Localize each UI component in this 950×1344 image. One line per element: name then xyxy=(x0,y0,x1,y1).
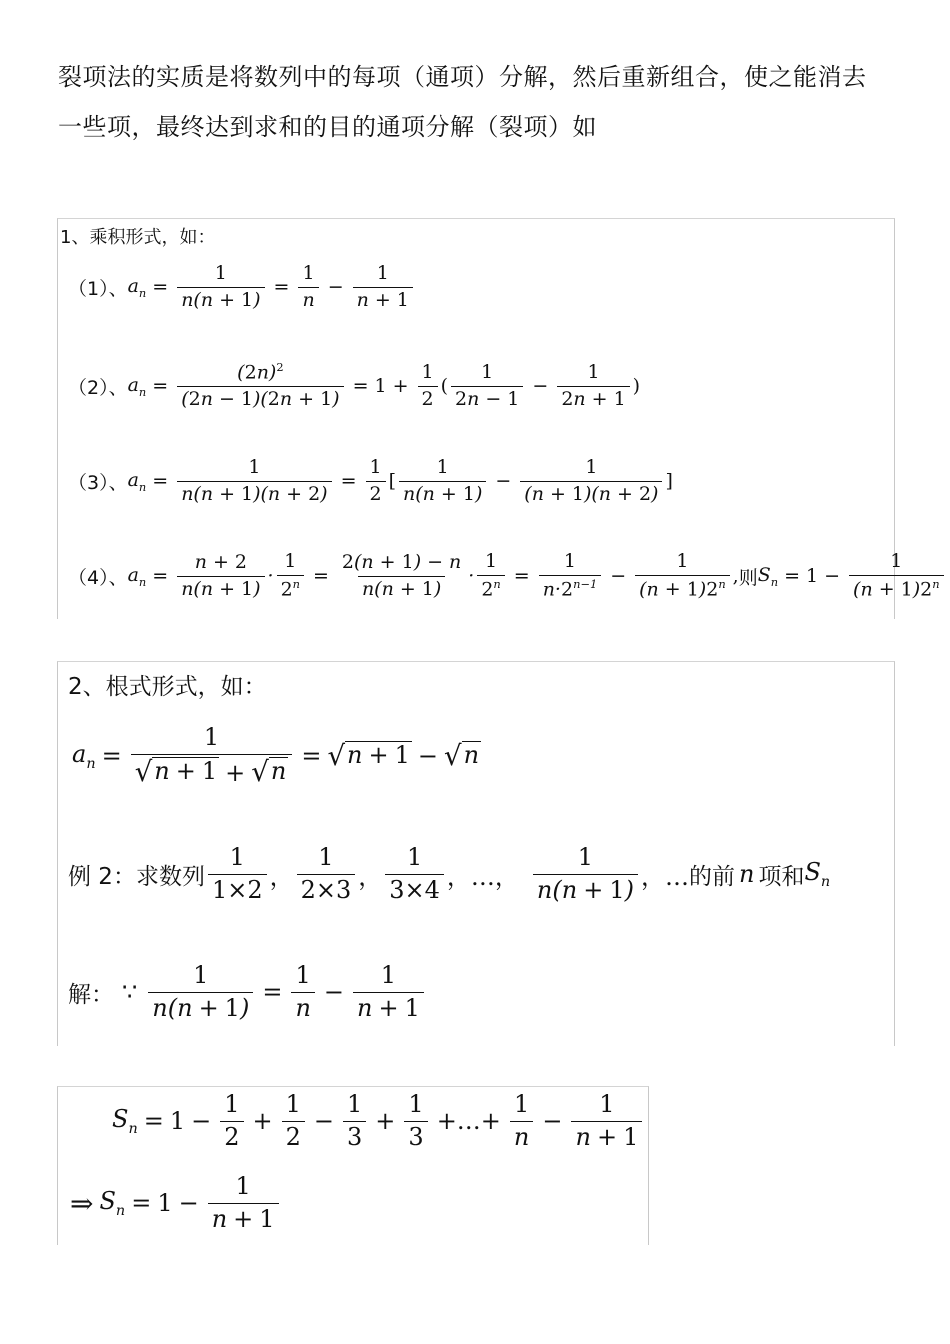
formula-2: （2）、 $a_n$ = $\frac{(2n)^2}{(2n - 1)(2n + 1)}$ = 1 + $\frac{1}{2}$ ( $\frac{1}{2n - 1}$ − $\frac{1}{2n + 1}$ ) xyxy=(68,360,641,411)
sum-result-box xyxy=(57,1086,649,1245)
radical-form-box xyxy=(57,661,895,1046)
intro-paragraph xyxy=(58,52,908,152)
product-form-heading: 1、乘积形式，如： xyxy=(60,227,216,248)
formula-4: （4）、 $a_n$ = $\frac{n + 2}{n(n + 1)}$ · $\frac{1}{2^n}$ = $\frac{2(n + 1) - n}{n(n + 1)}$ · $\frac{1}{2^n}$ = $\frac{1}{n\cdot 2^{n-1}}$ − $\frac{1}{(n + 1)2^n}$ , 则 $S_n$ = 1 − $\frac{1}{(n + 1)2^n}$ xyxy=(68,551,947,601)
solution-2: 解： ∵ $\frac{1}{n(n + 1)}$ = $\frac{1}{n}$ − $\frac{1}{n + 1}$ xyxy=(68,962,427,1022)
radical-form-heading: 2、根式形式，如： xyxy=(68,674,267,700)
formula-3: （3）、 $a_n$ = $\frac{1}{n(n + 1)(n + 2)}$ = $\frac{1}{2}$ [ $\frac{1}{n(n + 1)}$ − $\frac{1}{(n + 1)(n + 2)}$ ] xyxy=(68,456,673,505)
intro-line-2: 一些项，最终达到求和的目的通项分解（裂项）如 xyxy=(58,113,597,141)
example-2: 例 2：求数列 $\frac{1}{1\times 2}$ ， $\frac{1}{2\times 3}$ ， $\frac{1}{3\times 4}$ ，…， $\frac{1}{n(n + 1)}$ ，… 的前 n 项和 $S_n$ xyxy=(68,843,831,904)
formula-1: （1）、 $a_n$ = $\frac{1}{n(n + 1)}$ = $\frac{1}{n}$ − $\frac{1}{n + 1}$ xyxy=(68,263,416,312)
radical-formula: $a_n$ = 1 √ n + 1 + √ n = √ n + 1 − √ n xyxy=(72,723,480,788)
sum-result: ⇒ $S_n$ = 1 − $\frac{1}{n + 1}$ xyxy=(70,1173,282,1233)
intro-line-1: 裂项法的实质是将数列中的每项（通项）分解，然后重新组合，使之能消去 xyxy=(58,63,867,91)
sum-expansion: $S_n$ = 1 − $\frac{1}{2}$ + $\frac{1}{2}$ − $\frac{1}{3}$ + $\frac{1}{3}$ +…+ $\frac{1}{n}$ − $\frac{1}{n + 1}$ xyxy=(112,1091,645,1151)
product-form-box xyxy=(57,218,940,619)
